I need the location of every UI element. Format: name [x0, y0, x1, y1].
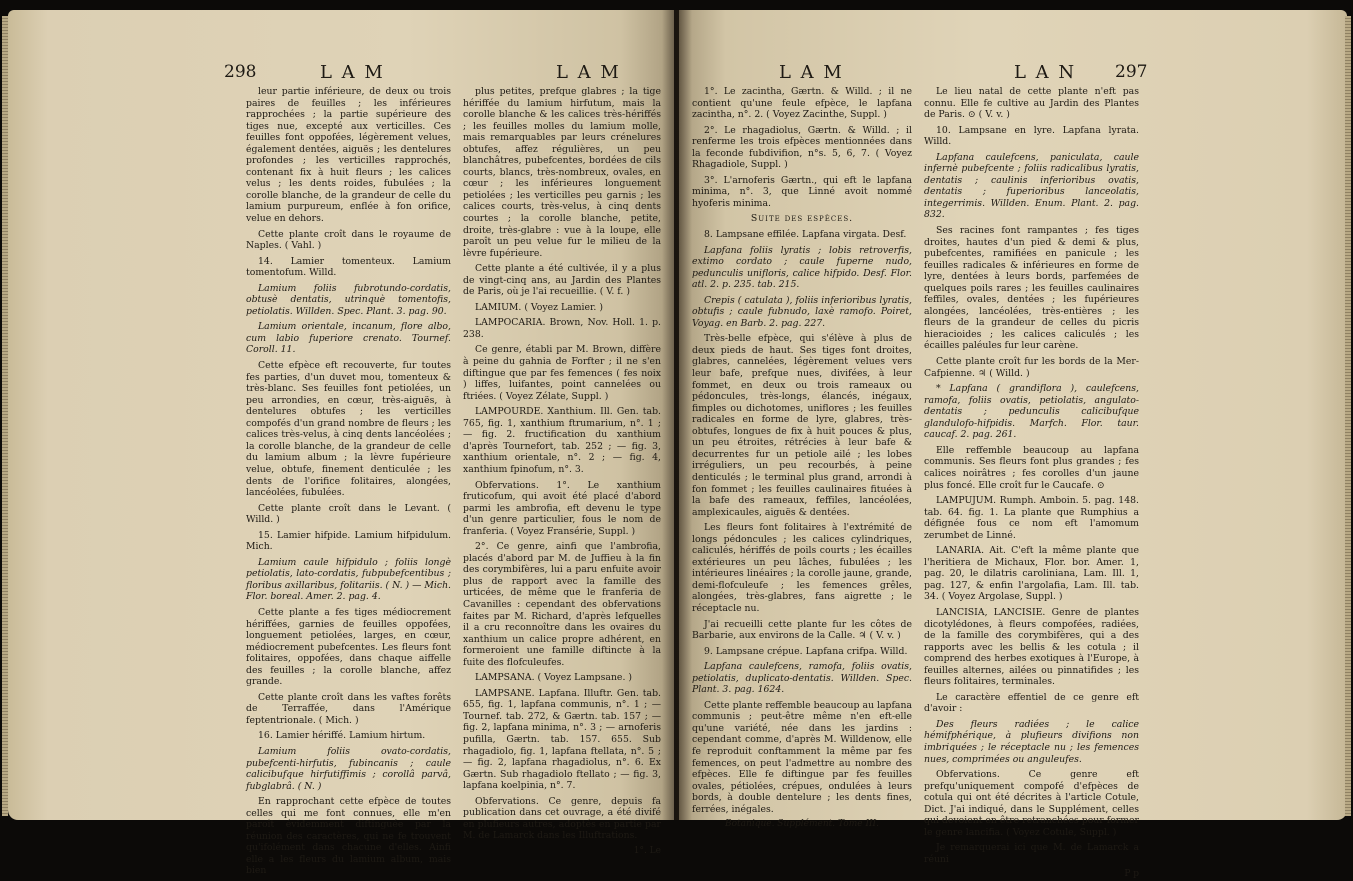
left-column-1	[246, 86, 451, 881]
paragraph: Cette plante croît dans le Levant. ( Willd. )	[246, 502, 451, 526]
paragraph: Crepis ( catulata ), foliis inferioribus lyratis, obtufis ; caule fubnudo, laxè ramofo. Poiret, Voyag. en Barb. 2. pag. 227.	[692, 294, 912, 329]
paragraph: LAMPSANA. ( Voyez Lampsane. )	[475, 672, 632, 684]
right-page-edges	[1345, 16, 1351, 816]
paragraph: Obfervations. Ce genre, depuis fa publication dans cet ouvrage, a été divifé en plufieurs autres, adoptés en partie par M. de Lamarck dans les Illuftrations.	[463, 795, 661, 842]
paragraph: LAMIUM. ( Voyez Lamier. )	[475, 301, 603, 313]
paragraph: 2°. Ce genre, ainfi que l'ambrofia, placés d'abord par M. de Juffieu à la fin des corymbifères, lui a paru enfuite avoir plus de rapport avec la famille des urticées, de même que le franferia de Cavanilles : cependant des obfervations faites par M. Richard, d'après lefquelles il a cru reconnoître dans les ovaires du xanthium un calice propre adhérent, en formeroient une famille diftincte à la fuite des flofculeufes.	[463, 541, 661, 668]
volume-footer: Botanique. Supplément. Tome III.	[725, 819, 879, 830]
book-gutter	[662, 10, 692, 820]
running-head-right-col2: L A N	[1014, 62, 1077, 83]
paragraph: Lapfana foliis lyratis ; lobis retroverfis, extimo cordato ; caule fuperne nudo, pedunculis unifloris, calice hifpido. Desf. Flor. atl. 2. p. 235. tab. 215.	[692, 244, 912, 291]
paragraph: LAMPOCARIA. Brown, Nov. Holl. 1. p. 238.	[463, 317, 661, 340]
paragraph: Lapfana caulefcens, ramofa, foliis ovatis, petiolatis, duplicato-dentatis. Willden. Spec. Plant. 3. pag. 1624.	[692, 661, 912, 696]
paragraph: Le lieu natal de cette plante n'eft pas connu. Elle fe cultive au Jardin des Plantes de Paris. ⊙ ( V. v. )	[924, 86, 1139, 121]
paragraph: * Lapfana ( grandiflora ), caulefcens, ramofa, foliis ovatis, petiolatis, angulato-dentatis ; pedunculis calicibufque glandulofo-hifpidis. Marfch. Flor. taur. caucaf. 2. pag. 261.	[924, 383, 1139, 441]
paragraph: LANARIA. Ait. C'eft la même plante que l'heritiera de Michaux, Flor. bor. Amer. 1, pag. 20, le dilatris caroliniana, Lam. Ill. 1, pag. 127, & enfin l'argolafia, Lam. Ill. tab. 34. ( Voyez Argolase, Suppl. )	[924, 545, 1139, 603]
paragraph: J'ai recueilli cette plante fur les côtes de Barbarie, aux environs de la Calle. ♃ ( V. v. )	[692, 618, 912, 642]
paragraph: Je remarquerai ici que M. de Lamarck a réuni	[924, 842, 1139, 865]
paragraph: Suite des espèces.	[750, 213, 854, 225]
paragraph: Cette plante a fes tiges médiocrement hériffées, garnies de feuilles oppofées, longuement petiolées, larges, en cœur, médiocrement pubefcentes. Les fleurs font folitaires, oppofées, dans chaque aiffelle des feuilles ; la corolle blanche, affez grande.	[246, 606, 451, 688]
paragraph: 2°. Le rhagadiolus, Gærtn. & Willd. ; il renferme les trois efpèces mentionnées dans la feconde fubdivifion, n°s. 5, 6, 7. ( Voyez Rhagadiole, Suppl. )	[692, 124, 912, 171]
paragraph: Elle reffemble beaucoup au lapfana communis. Ses fleurs font plus grandes ; fes calices noirâtres ; fes corolles d'un jaune plus foncé. Elle croît fur le Caucafe. ⊙	[924, 444, 1139, 491]
paragraph: Cette plante croît fur les bords de la Mer-Cafpienne. ♃ ( Willd. )	[924, 356, 1139, 379]
catchword: 1°. Le	[633, 845, 661, 856]
paragraph: 10. Lampsane en lyre. Lapfana lyrata. Willd.	[924, 124, 1139, 148]
paragraph: 16. Lamier hériffé. Lamium hirtum.	[258, 730, 426, 742]
paragraph: Obfervations. 1°. Le xanthium fruticofum, qui avoit été placé d'abord parmi les ambrofia, eft devenu le type d'un genre particulier, fous le nom de franferia. ( Voyez Fransérie, Suppl. )	[463, 479, 661, 537]
right-column-2	[924, 86, 1139, 881]
running-head-left-col2: L A M	[556, 62, 621, 83]
paragraph: LAMPUJUM. Rumph. Amboin. 5. pag. 148. tab. 64. fig. 1. La plante que Rumphius a défignée fous ce nom eft l'amomum zerumbet de Linné.	[924, 495, 1139, 541]
paragraph: plus petites, prefque glabres ; la tige hériffée du lamium hirfutum, mais la corolle blanche & les calices très-hériffés ; les feuilles molles du lamium molle, mais remarquables par leurs crénelures obtufes, affez régulières, un peu blanchâtres, pubefcentes, bordées de cils courts, blancs, très-nombreux, ovales, en cœur ; les inférieures longuement petiolées ; les verticilles peu garnis ; les calices courts, très-velus, à cinq dents courtes ; la corolle blanche, petite, droite, très-glabre : vue à la loupe, elle paroît un peu velue fur le milieu de la lèvre fupérieure.	[463, 86, 661, 259]
paragraph: 9. Lampsane crépue. Lapfana crifpa. Willd.	[704, 645, 908, 657]
paragraph: Lapfana caulefcens, paniculata, caule infernè pubefcente ; foliis radicalibus lyratis, dentatis ; caulinis inferioribus ovatis, dentatis ; fuperioribus lanceolatis, integerrimis. Willden. Enum. Plant. 2. pag. 832.	[924, 151, 1139, 221]
left-page	[8, 10, 674, 877]
paragraph: LANCISIA, LANCISIE. Genre de plantes dicotylédones, à fleurs compofées, radiées, de la famille des corymbifères, qui a des rapports avec les bellis & les cotula ; il comprend des herbes exotiques à l'Europe, à feuilles alternes, ailées ou pinnatifides ; les fleurs folitaires, terminales.	[924, 606, 1139, 688]
paragraph: Très-belle efpèce, qui s'élève à plus de deux pieds de haut. Ses tiges font droites, glabres, cannelées, légèrement velues vers leur bafe, prefque nues, divifées, à leur fommet, en deux ou trois rameaux ou pédoncules, très-longs, élancés, inégaux, fimples ou dichotomes, uniflores ; les feuilles radicales en forme de lyre, glabres, très-obtufes, longues de fix à huit pouces & plus, un peu étroites, rétrécies à leur bafe & decurrentes fur un petiole ailé ; les lobes irréguliers, un peu recourbés, à peine denticulés ; le terminal plus grand, arrondi à fon fommet ; les feuilles caulinaires fituées à la bafe des rameaux, feffiles, lancéolées, amplexicaules, aiguës & dentées.	[692, 333, 912, 518]
paragraph: Lamium foliis fubrotundo-cordatis, obtusè dentatis, utrinquè tomentofis, petiolatis. Willden. Spec. Plant. 3. pag. 90.	[246, 282, 451, 317]
paragraph: Lamium foliis ovato-cordatis, pubefcenti-hirfutis, fubincanis ; caule calicibufque hirfutiffimis ; corollâ parvâ, fubglabrâ. ( N. )	[246, 745, 451, 792]
right-page	[679, 10, 1347, 880]
paragraph: Les fleurs font folitaires à l'extrémité de longs pédoncules ; les calices cylindriques, caliculés, hériffés de poils courts ; les écailles extérieures un peu lâches, fubulées ; les intérieures linéaires ; la corolle jaune, grande, demi-flofculeufe ; les femences grêles, alongées, très-glabres, fans aigrette ; le réceptacle nu.	[692, 522, 912, 614]
paragraph: Obfervations. Ce genre eft prefqu'uniquement compofé d'efpèces de cotula qui ont été décrites à l'article Cotule, Dict. J'ai indiqué, dans le Supplément, celles qui devoient en être retranchées pour former le genre lancifia. ( Voyez Cotule, Suppl. )	[924, 769, 1139, 838]
paragraph: LAMPOURDE. Xanthium. Ill. Gen. tab. 765, fig. 1, xanthium ftrumarium, n°. 1 ; — fig. 2. fructification du xanthium d'après Tournefort, tab. 252 ; — fig. 3, xanthium orientale, n°. 2 ; — fig. 4, xanthium fpinofum, n°. 3.	[463, 406, 661, 475]
running-head-right-col1: L A M	[779, 62, 844, 83]
paragraph: Des fleurs radiées ; le calice hémifphérique, à plufieurs divifions non imbriquées ; le réceptacle nu ; les femences nues, comprimées ou anguleufes.	[924, 718, 1139, 765]
paragraph: Le caractère effentiel de ce genre eft d'avoir :	[924, 691, 1139, 715]
paragraph: Lamium orientale, incanum, flore albo, cum labio fuperiore crenato. Tournef. Coroll. 11.	[246, 321, 451, 356]
paragraph: En rapprochant cette efpèce de toutes celles qui me font connues, elle m'en paroît évidemment diftinguée par la réunion des caractères, qui ne fe trouvent qu'ifolément dans chacune d'elles. Ainfi elle a les fleurs du lamium album, mais bien	[246, 796, 451, 877]
paragraph: Cette plante croît dans les vaftes forêts de Terraffée, dans l'Amérique feptentrionale. ( Mich. )	[246, 691, 451, 726]
paragraph: 8. Lampsane effilée. Lapfana virgata. Desf.	[704, 229, 907, 241]
left-column-2	[463, 86, 661, 857]
paragraph: Cette efpèce eft recouverte, fur toutes fes parties, d'un duvet mou, tomenteux & très-blanc. Ses feuilles font petiolées, un peu arrondies, en cœur, très-aiguës, à dentelures obtufes ; les verticilles compofés d'un grand nombre de fleurs ; les calices très-velus, à cinq dents lancéolées ; la corolle blanche, de la grandeur de celle du lamium album ; la lèvre fupérieure velue, obtufe, finement denticulée ; les dents de l'orifice folitaires, alongées, lancéolées, fubulées.	[246, 360, 451, 499]
paragraph: 15. Lamier hifpide. Lamium hifpidulum. Mich.	[246, 529, 451, 553]
running-head-left-col1: L A M	[320, 62, 385, 83]
paragraph: Cette plante a été cultivée, il y a plus de vingt-cinq ans, au Jardin des Plantes de Paris, où je l'ai recueillie. ( V. f. )	[463, 263, 661, 298]
paragraph: 1°. Le zacintha, Gærtn. & Willd. ; il ne contient qu'une feule efpèce, le lapfana zacintha, n°. 2. ( Voyez Zacinthe, Suppl. )	[692, 86, 912, 121]
paragraph: leur partie inférieure, de deux ou trois paires de feuilles ; les inférieures rapprochées ; la partie supérieure des tiges nue, excepté aux verticilles. Ces feuilles font oppofées, légèrement velues, également dentées, aiguës ; les dentelures profondes ; les verticilles rapprochés, contenant fix à huit fleurs ; les calices velus ; les dents roides, fubulées ; la corolle blanche, de la grandeur de celle du lamium purpureum, enflée à fon orifice, velue en dehors.	[246, 86, 451, 225]
page-number-left: 298	[224, 62, 257, 82]
paragraph: Cette plante croît dans le royaume de Naples. ( Vahl. )	[246, 228, 451, 252]
paragraph: 3°. L'arnoferis Gærtn., qui eft le lapfana minima, n°. 3, que Linné avoit nommé hyoferis minima.	[692, 174, 912, 209]
paragraph: 14. Lamier tomenteux. Lamium tomentofum. Willd.	[246, 255, 451, 279]
signature-mark: P p	[1124, 869, 1139, 880]
page-number-right: 297	[1115, 62, 1148, 82]
right-column-1	[692, 86, 912, 831]
paragraph: Cette plante reffemble beaucoup au lapfana communis ; peut-être même n'en eft-elle qu'une variété, née dans les jardins : cependant comme, d'après M. Willdenow, elle fe reproduit conftamment la même par fes femences, on peut l'admettre au nombre des efpèces. Elle fe diftingue par fes feuilles ovales, pétiolées, crépues, ondulées à leurs bords, à double dentelure ; les dents fines, ferrées, inégales.	[692, 699, 912, 815]
paragraph: LAMPSANE. Lapfana. Illuftr. Gen. tab. 655, fig. 1, lapfana communis, n°. 1 ; — Tournef. tab. 272, & Gærtn. tab. 157 ; — fig. 2, lapfana minima, n°. 3 ; — arnoferis pufilla, Gærtn. tab. 157. 655. Sub rhagadiolo, fig. 1, lapfana ftellata, n°. 5 ; — fig. 2, lapfana rhagadiolus, n°. 6. Ex Gærtn. Sub rhagadiolo ftellato ; — fig. 3, lapfana koelpinia, n°. 7.	[463, 687, 661, 792]
paragraph: Lamium caule hifpidulo ; foliis longè petiolatis, lato-cordatis, fubpubefcentibus ; floribus axillaribus, folitariis. ( N. ) — Mich. Flor. boreal. Amer. 2. pag. 4.	[246, 556, 452, 603]
paragraph: Ce genre, établi par M. Brown, diffère à peine du gahnia de Forfter ; il ne s'en diftingue que par fes femences ( fes noix ) liffes, luifantes, point cannelées ou ftriées. ( Voyez Zélate, Suppl. )	[463, 344, 661, 402]
paragraph: Ses racines font rampantes ; fes tiges droites, hautes d'un pied & demi & plus, pubefcentes, ramifiées en panicule ; les feuilles radicales & inférieures en forme de lyre, dentées à leurs bords, parfemées de quelques poils rares ; les feuilles caulinaires feffiles, ovales, dentées ; les fupérieures alongées, lancéolées, très-entières ; les fleurs de la grandeur de celles du picris hieracioides ; les calices caliculés ; les écailles paléules fur leur carène.	[924, 225, 1139, 352]
